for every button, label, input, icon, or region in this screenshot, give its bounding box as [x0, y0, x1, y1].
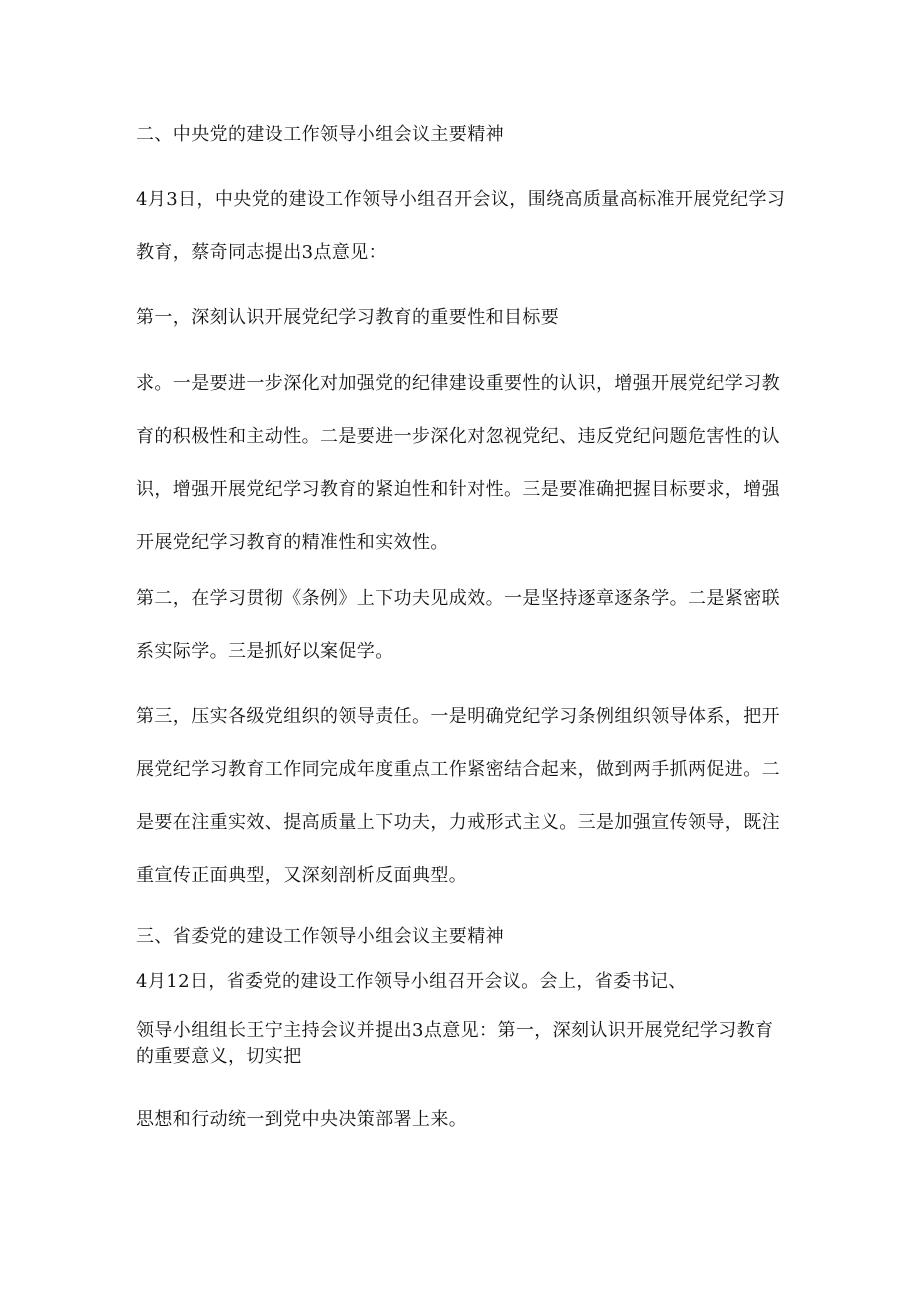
- paragraph-province-body: [136, 1018, 786, 1070]
- paragraph-line: 展党纪学习教育工作同完成年度重点工作紧密结合起来，做到两手抓两促进。二: [136, 759, 780, 780]
- paragraph-intro: [136, 173, 786, 279]
- paragraph-province-end: [136, 1093, 786, 1146]
- paragraph-line: 系实际学。三是抓好以案促学。: [136, 641, 394, 662]
- paragraph-line: 求。一是要进一步深化对加强党的纪律建设重要性的认识，增强开展党纪学习教: [136, 373, 780, 394]
- heading-line: 三、省委党的建设工作领导小组会议主要精神: [136, 926, 504, 947]
- paragraph-line: 4月3日，中央党的建设工作领导小组召开会议，围绕高质量高标准开展党纪学习: [136, 189, 786, 210]
- paragraph-line: 第三，压实各级党组织的领导责任。一是明确党纪学习条例组织领导体系，把开: [136, 706, 780, 727]
- paragraph-line: 领导小组组长王宁主持会议并提出3点意见：第一，深刻认识开展党纪学习教育: [136, 1020, 774, 1041]
- paragraph-line: 是要在注重实效、提高质量上下功夫，力戒形式主义。三是加强宣传领导，既注: [136, 812, 780, 833]
- paragraph-line: 第二，在学习贯彻《条例》上下功夫见成效。一是坚持逐章逐条学。二是紧密联: [136, 588, 780, 609]
- paragraph-line: 开展党纪学习教育的精准性和实效性。: [136, 532, 449, 553]
- paragraph-line: 的重要意义，切实把: [136, 1046, 302, 1067]
- paragraph-third: [136, 690, 786, 902]
- heading-line: 二、中央党的建设工作领导小组会议主要精神: [136, 124, 504, 145]
- paragraph-line: 教育，蔡奇同志提出3点意见：: [136, 242, 388, 263]
- paragraph-first-body: [136, 357, 786, 569]
- paragraph-second: [136, 572, 786, 678]
- section-heading-2: [136, 108, 786, 161]
- paragraph-first-title: [136, 291, 786, 344]
- paragraph-province-intro: [136, 955, 786, 1008]
- paragraph-line: 育的积极性和主动性。二是要进一步深化对忽视党纪、违反党纪问题危害性的认: [136, 426, 780, 447]
- paragraph-line: 重宣传正面典型，又深刻剖析反面典型。: [136, 865, 468, 886]
- paragraph-line: 识，增强开展党纪学习教育的紧迫性和针对性。三是要准确把握目标要求，增强: [136, 479, 780, 500]
- paragraph-line: 第一，深刻认识开展党纪学习教育的重要性和目标要: [136, 307, 560, 328]
- paragraph-line: 4月12日，省委党的建设工作领导小组召开会议。会上，省委书记、: [136, 971, 687, 992]
- paragraph-line: 思想和行动统一到党中央决策部署上来。: [136, 1109, 468, 1130]
